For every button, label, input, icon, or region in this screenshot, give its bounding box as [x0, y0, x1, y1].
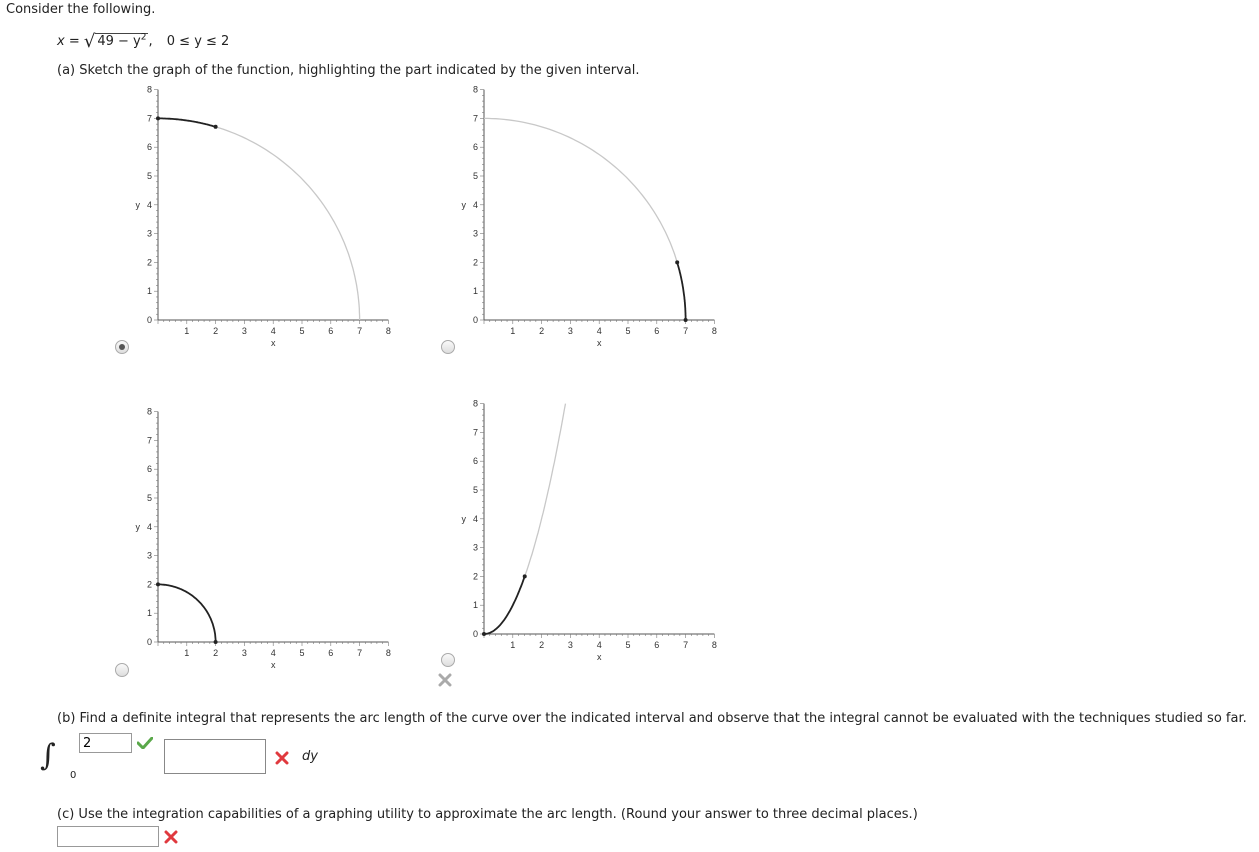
svg-text:1: 1	[510, 640, 516, 650]
svg-text:7: 7	[472, 427, 478, 438]
incorrect-x-icon-gray	[438, 673, 452, 687]
svg-text:8: 8	[385, 326, 391, 336]
equation-lhs: x =	[57, 34, 80, 49]
intro-text: Consider the following.	[6, 2, 156, 17]
svg-text:6: 6	[472, 456, 478, 467]
radicand	[95, 33, 148, 49]
svg-text:2: 2	[213, 648, 219, 658]
svg-text:2: 2	[472, 571, 478, 582]
svg-text:1: 1	[146, 286, 152, 297]
svg-text:4: 4	[472, 199, 478, 210]
check-icon	[137, 737, 153, 749]
svg-text:8: 8	[146, 84, 152, 95]
svg-text:y: y	[135, 199, 140, 210]
svg-text:2: 2	[146, 257, 152, 268]
svg-text:5: 5	[472, 485, 478, 495]
svg-text:y: y	[461, 199, 466, 210]
radio-option-4[interactable]	[441, 653, 455, 667]
svg-text:2: 2	[472, 257, 478, 268]
radicand-text: 49 − y	[97, 34, 141, 49]
svg-text:8: 8	[472, 398, 478, 409]
svg-text:x: x	[270, 338, 276, 348]
svg-text:3: 3	[472, 228, 478, 239]
svg-text:8: 8	[711, 326, 717, 336]
equation	[57, 31, 229, 52]
svg-text:8: 8	[146, 406, 152, 417]
arc-length-input[interactable]	[58, 827, 158, 846]
svg-text:7: 7	[146, 113, 152, 124]
integral-sign: ∫	[40, 738, 56, 773]
svg-text:7: 7	[357, 648, 363, 658]
integrand-field[interactable]	[164, 739, 266, 774]
comma: ,	[148, 34, 153, 49]
sqrt-symbol: √	[83, 31, 96, 52]
svg-text:0: 0	[472, 315, 478, 325]
svg-text:2: 2	[213, 326, 219, 336]
plot-option-2	[446, 82, 736, 356]
svg-text:5: 5	[625, 640, 631, 650]
incorrect-x-icon	[275, 751, 289, 765]
svg-text:y: y	[135, 521, 140, 532]
svg-text:5: 5	[299, 326, 305, 336]
svg-text:5: 5	[625, 326, 631, 336]
svg-text:x: x	[596, 652, 602, 662]
svg-text:7: 7	[683, 640, 689, 650]
svg-text:5: 5	[146, 493, 152, 503]
svg-text:3: 3	[567, 640, 573, 650]
svg-text:4: 4	[146, 199, 152, 210]
svg-text:7: 7	[357, 326, 363, 336]
svg-text:6: 6	[328, 326, 334, 336]
svg-text:1: 1	[146, 608, 152, 619]
part-b-prompt: (b) Find a definite integral that represents the arc length of the curve over the indicated interval and observe that the integral cannot be evaluated with the techniques studied so far.	[57, 711, 1247, 726]
svg-text:3: 3	[146, 228, 152, 239]
svg-text:5: 5	[299, 648, 305, 658]
svg-text:4: 4	[596, 326, 602, 336]
svg-text:4: 4	[270, 648, 276, 658]
part-c-prompt: (c) Use the integration capabilities of a graphing utility to approximate the arc length. (Round your answer to three decimal places.)	[57, 807, 918, 822]
svg-text:5: 5	[146, 171, 152, 181]
plot-option-4	[446, 396, 736, 670]
arc-length-field[interactable]	[57, 826, 159, 847]
svg-text:6: 6	[146, 142, 152, 153]
radio-option-3[interactable]	[115, 663, 129, 677]
svg-text:3: 3	[241, 326, 247, 336]
svg-text:6: 6	[146, 464, 152, 475]
svg-text:0: 0	[146, 315, 152, 325]
upper-limit-field[interactable]	[79, 733, 132, 753]
svg-text:5: 5	[472, 171, 478, 181]
differential: dy	[302, 749, 318, 764]
svg-text:2: 2	[539, 640, 545, 650]
svg-text:6: 6	[472, 142, 478, 153]
svg-text:1: 1	[184, 326, 190, 336]
radio-option-2[interactable]	[441, 340, 455, 354]
svg-text:x: x	[596, 338, 602, 348]
svg-text:8: 8	[472, 84, 478, 95]
svg-text:4: 4	[596, 640, 602, 650]
svg-text:0: 0	[472, 629, 478, 639]
svg-text:8: 8	[711, 640, 717, 650]
svg-text:x: x	[270, 660, 276, 670]
svg-text:1: 1	[184, 648, 190, 658]
svg-text:4: 4	[472, 513, 478, 524]
svg-text:2: 2	[146, 579, 152, 590]
plot-option-3	[120, 404, 410, 678]
upper-limit-input[interactable]	[80, 734, 131, 752]
svg-text:8: 8	[385, 648, 391, 658]
exponent: 2	[140, 32, 147, 43]
svg-text:7: 7	[472, 113, 478, 124]
svg-text:1: 1	[510, 326, 516, 336]
integrand-input[interactable]	[165, 740, 265, 773]
incorrect-x-icon	[164, 830, 178, 844]
svg-text:3: 3	[567, 326, 573, 336]
svg-text:3: 3	[146, 550, 152, 561]
svg-text:3: 3	[241, 648, 247, 658]
svg-text:y: y	[461, 513, 466, 524]
svg-text:6: 6	[654, 326, 660, 336]
svg-text:4: 4	[270, 326, 276, 336]
svg-text:6: 6	[654, 640, 660, 650]
svg-text:0: 0	[146, 637, 152, 647]
svg-text:1: 1	[472, 600, 478, 611]
part-a-prompt: (a) Sketch the graph of the function, highlighting the part indicated by the given interval.	[57, 63, 640, 78]
svg-text:7: 7	[146, 435, 152, 446]
svg-text:7: 7	[683, 326, 689, 336]
lower-limit: 0	[70, 770, 77, 781]
svg-text:6: 6	[328, 648, 334, 658]
svg-text:2: 2	[539, 326, 545, 336]
svg-text:3: 3	[472, 542, 478, 553]
radio-option-1[interactable]	[115, 340, 129, 354]
plot-option-1	[120, 82, 410, 356]
svg-text:1: 1	[472, 286, 478, 297]
interval: 0 ≤ y ≤ 2	[166, 34, 230, 49]
svg-text:4: 4	[146, 521, 152, 532]
